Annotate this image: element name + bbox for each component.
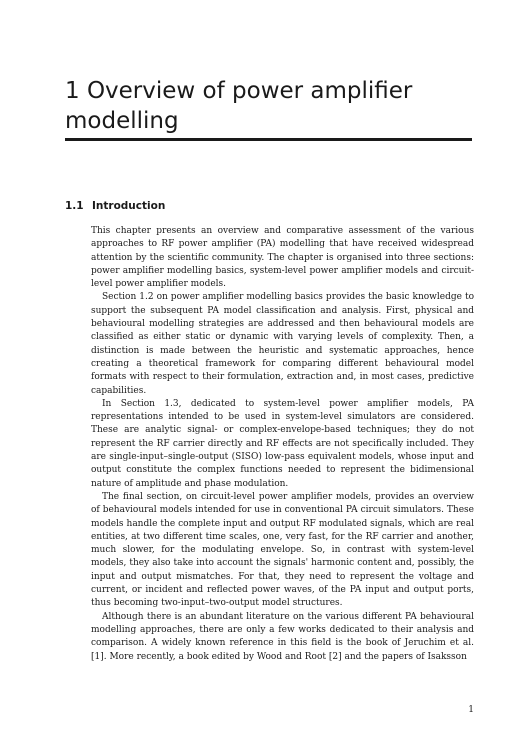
paragraph-5: Although there is an abundant literature on the various different PA behavioural modelling approaches, there are only a few works dedicated to their analysis and comparison. A widely known reference in this field is the book of Jeruchim et al. [1]. More recently, a book edited by Wood and Root [2] and the papers of Isaksson bbox=[91, 611, 474, 662]
chapter-title: 1 Overview of power amplifier modelling bbox=[65, 78, 413, 134]
paragraph-1: This chapter presents an overview and comparative assessment of the various approaches to RF power amplifier (PA) modelling that have received widespread attention by the scientific community. The chapter is organised into three sections: power amplifier modelling basics, system-level power amplifier models and circuit-level power amplifier models. bbox=[91, 226, 474, 290]
chapter-title-rule bbox=[65, 138, 472, 141]
section-title: Introduction bbox=[92, 200, 166, 212]
section-heading bbox=[65, 199, 165, 213]
paragraph-4: The final section, on circuit-level power amplifier models, provides an overview of behavioural models intended for use in conventional PA circuit simulators. These models handle the complete input and output RF modulated signals, which are real entities, at two different time scales, one, very fast, for the RF carrier and another, much slower, for the modulating envelope. So, in contrast with system-level models, they also take into account the signals' harmonic content and, possibly, the input and output mismatches. For that, they need to represent the voltage and current, or incident and reflected power waves, of the PA input and output ports, thus becoming two-input–two-output model structures. bbox=[91, 491, 474, 609]
paragraph-3: In Section 1.3, dedicated to system-level power amplifier models, PA representations intended to be used in system-level simulators are considered. These are analytic signal- or complex-envelope-based techniques; they do not represent the RF carrier directly and RF effects are not specifically included. They are single-input–single-output (SISO) low-pass equivalent models, whose input and output constitute the complex functions needed to represent the bidimensional nature of amplitude and phase modulation. bbox=[91, 398, 474, 489]
section-number: 1.1 bbox=[65, 200, 84, 212]
body-text bbox=[91, 225, 474, 664]
paragraph-2: Section 1.2 on power amplifier modelling basics provides the basic knowledge to support the subsequent PA model classification and analysis. First, physical and behavioural modelling strategies are addressed and then behavioural models are classified as either static or dynamic with varying levels of complexity. Then, a distinction is made between the heuristic and systematic approaches, hence creating a theoretical framework for comparing different behavioural model formats with respect to their formulation, extraction and, in most cases, predictive capabilities. bbox=[91, 292, 474, 396]
page-number: 1 bbox=[468, 705, 474, 715]
